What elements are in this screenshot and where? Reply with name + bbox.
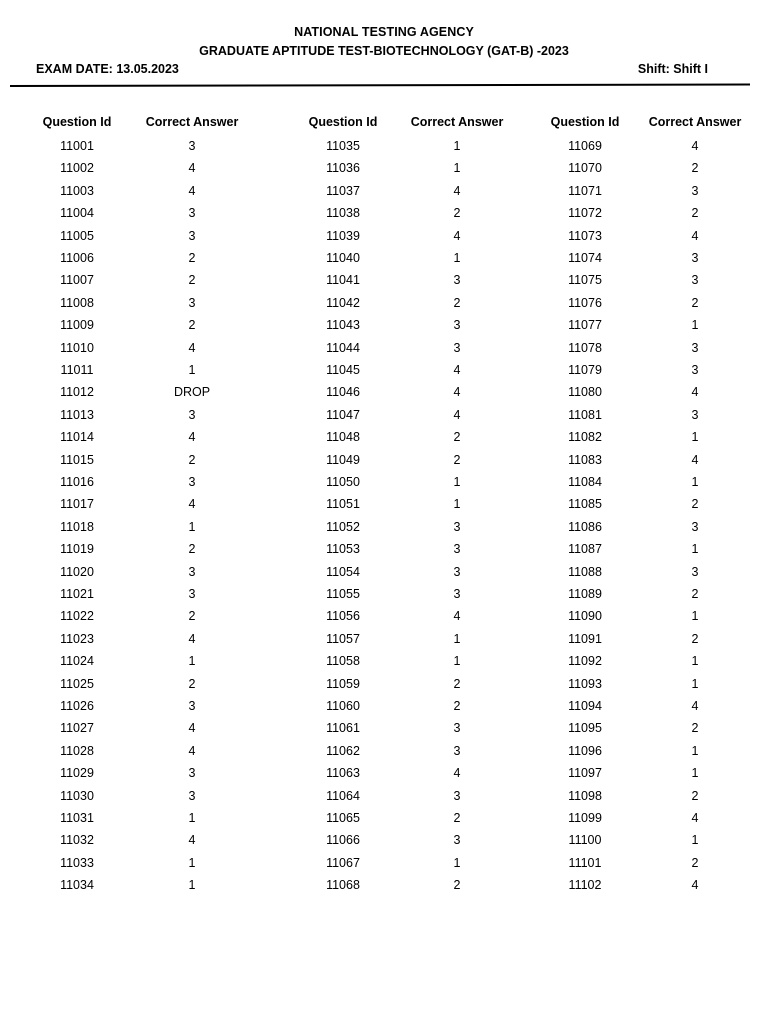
correct-answer-cell: 3 [691, 340, 699, 355]
question-id-cell: 11095 [568, 721, 602, 736]
question-id-cell: 11034 [60, 878, 94, 893]
question-id-cell: 11076 [568, 295, 602, 310]
correct-answer-cell: 1 [453, 251, 461, 265]
correct-answer-cell: 4 [188, 340, 196, 355]
question-id-cell: 11010 [60, 340, 94, 355]
question-id-cell: 11037 [326, 183, 360, 198]
question-id-cell: 11099 [568, 811, 602, 825]
question-id-cell: 11075 [568, 273, 602, 288]
correct-answer-cell: 4 [691, 452, 699, 467]
correct-answer-cell: 4 [453, 183, 461, 198]
correct-answer-cell: 3 [691, 251, 699, 265]
question-id-cell: 11100 [568, 833, 602, 848]
shift-label: Shift: Shift I [637, 62, 708, 76]
question-id-cell: 11072 [568, 206, 602, 221]
correct-answer-cell: 2 [691, 587, 699, 601]
question-id-cell: 11015 [60, 452, 94, 467]
correct-answer-cell: 2 [691, 631, 699, 646]
correct-answer-cell: 1 [188, 654, 196, 669]
correct-answer-cell: 1 [691, 542, 699, 557]
correct-answer-cell: 1 [691, 743, 699, 758]
answer-key-tables [0, 115, 768, 915]
question-id-cell: 11083 [568, 452, 602, 467]
question-id-cell: 11050 [326, 475, 360, 489]
question-id-cell: 11035 [326, 139, 360, 153]
correct-answer-cell: 3 [453, 833, 461, 848]
question-id-cell: 11032 [60, 833, 94, 848]
correct-answer-cell: 1 [188, 519, 196, 534]
question-id-cell: 11067 [326, 855, 360, 870]
question-id-cell: 11048 [326, 430, 360, 445]
correct-answer-cell: 1 [188, 855, 196, 870]
question-id-cell: 11027 [60, 721, 94, 736]
question-id-cell: 11063 [326, 766, 360, 781]
question-id-cell: 11040 [326, 251, 360, 265]
correct-answer-cell: 3 [453, 273, 461, 288]
correct-answer-cell: 2 [188, 251, 196, 265]
correct-answer-cell: 1 [453, 855, 461, 870]
question-id-cell: 11055 [326, 587, 360, 601]
correct-answer-cell: 4 [691, 139, 699, 153]
correct-answer-cell: 3 [453, 743, 461, 758]
correct-answer-cell: 2 [691, 206, 699, 221]
exam-date: EXAM DATE: 13.05.2023 [36, 62, 179, 76]
question-id-cell: 11002 [60, 161, 94, 176]
question-id-cell: 11058 [326, 654, 360, 669]
question-id-cell: 11102 [568, 878, 602, 893]
question-id-cell: 11021 [60, 587, 94, 601]
question-id-cell: 11092 [568, 654, 602, 669]
correct-answer-cell: 1 [453, 654, 461, 669]
correct-answer-cell: 4 [188, 497, 196, 512]
question-id-cell: 11017 [60, 497, 94, 512]
correct-answer-cell: 3 [188, 206, 196, 221]
question-id-cell: 11081 [568, 407, 602, 422]
question-id-cell: 11097 [568, 766, 602, 781]
correct-answer-cell: 4 [453, 385, 461, 400]
question-id-cell: 11073 [568, 228, 602, 243]
correct-answer-cell: 2 [453, 699, 461, 713]
question-id-cell: 11026 [60, 699, 94, 713]
question-id-cell: 11009 [60, 318, 94, 333]
question-id-cell: 11091 [568, 631, 602, 646]
correct-answer-cell: 3 [691, 273, 699, 288]
question-id-cell: 11085 [568, 497, 602, 512]
correct-answer-cell: 3 [188, 766, 196, 781]
correct-answer-cell: 1 [453, 497, 461, 512]
correct-answer-cell: 3 [453, 340, 461, 355]
correct-answer-cell: 4 [453, 407, 461, 422]
question-id-cell: 11031 [60, 811, 94, 825]
question-id-cell: 11052 [326, 519, 360, 534]
question-id-cell: 11053 [326, 542, 360, 557]
correct-answer-cell: 3 [453, 721, 461, 736]
correct-answer-cell: 2 [453, 206, 461, 221]
question-id-cell: 11005 [60, 228, 94, 243]
correct-answer-cell: 1 [691, 676, 699, 691]
question-id-cell: 11082 [568, 430, 602, 445]
correct-answer-cell: 3 [691, 519, 699, 534]
correct-answer-cell: 3 [188, 699, 196, 713]
correct-answer-cell: 2 [188, 609, 196, 624]
question-id-cell: 11101 [568, 855, 602, 870]
question-id-header: Question Id [550, 115, 620, 129]
question-id-cell: 11012 [60, 385, 94, 400]
question-id-cell: 11045 [326, 363, 360, 377]
correct-answer-cell: 2 [691, 497, 699, 512]
question-id-cell: 11049 [326, 452, 360, 467]
question-id-cell: 11064 [326, 788, 360, 803]
correct-answer-cell: 3 [453, 542, 461, 557]
correct-answer-cell: 2 [453, 430, 461, 445]
question-id-cell: 11011 [60, 363, 94, 377]
correct-answer-cell: 4 [691, 385, 699, 400]
question-id-cell: 11098 [568, 788, 602, 803]
correct-answer-cell: 3 [188, 407, 196, 422]
question-id-cell: 11018 [60, 519, 94, 534]
question-id-cell: 11054 [326, 564, 360, 579]
correct-answer-cell: 2 [453, 878, 461, 893]
exam-title: GRADUATE APTITUDE TEST-BIOTECHNOLOGY (GAT-B) -2023 [199, 44, 569, 58]
correct-answer-cell: 4 [188, 743, 196, 758]
question-id-cell: 11061 [326, 721, 360, 736]
correct-answer-cell: 3 [453, 587, 461, 601]
correct-answer-cell: 4 [691, 699, 699, 713]
correct-answer-cell: 3 [691, 183, 699, 198]
correct-answer-cell: 3 [188, 295, 196, 310]
correct-answer-cell: 4 [188, 183, 196, 198]
correct-answer-cell: 3 [453, 318, 461, 333]
question-id-cell: 11051 [326, 497, 360, 512]
question-id-cell: 11056 [326, 609, 360, 624]
correct-answer-header: Correct Answer [410, 115, 504, 129]
question-id-cell: 11016 [60, 475, 94, 489]
question-id-cell: 11046 [326, 385, 360, 400]
agency-name: NATIONAL TESTING AGENCY [294, 25, 474, 39]
question-id-cell: 11038 [326, 206, 360, 221]
question-id-cell: 11087 [568, 542, 602, 557]
correct-answer-cell: 1 [691, 318, 699, 333]
correct-answer-cell: 2 [691, 161, 699, 176]
correct-answer-cell: 2 [691, 855, 699, 870]
correct-answer-cell: 1 [691, 833, 699, 848]
question-id-cell: 11013 [60, 407, 94, 422]
question-id-cell: 11007 [60, 273, 94, 288]
question-id-cell: 11033 [60, 855, 94, 870]
correct-answer-cell: 1 [691, 475, 699, 489]
question-id-cell: 11043 [326, 318, 360, 333]
correct-answer-cell: 4 [691, 878, 699, 893]
correct-answer-cell: 2 [188, 273, 196, 288]
question-id-cell: 11039 [326, 228, 360, 243]
correct-answer-cell: 3 [188, 228, 196, 243]
correct-answer-cell: 2 [188, 452, 196, 467]
question-id-cell: 11020 [60, 564, 94, 579]
correct-answer-cell: 3 [188, 587, 196, 601]
question-id-cell: 11008 [60, 295, 94, 310]
correct-answer-cell: 2 [188, 318, 196, 333]
question-id-cell: 11044 [326, 340, 360, 355]
header-divider [10, 83, 750, 87]
question-id-cell: 11069 [568, 139, 602, 153]
question-id-cell: 11070 [568, 161, 602, 176]
correct-answer-cell: 2 [453, 811, 461, 825]
question-id-cell: 11065 [326, 811, 360, 825]
question-id-cell: 11057 [326, 631, 360, 646]
correct-answer-cell: 1 [453, 475, 461, 489]
question-id-cell: 11084 [568, 475, 602, 489]
correct-answer-cell: 3 [691, 363, 699, 377]
correct-answer-cell: 2 [691, 295, 699, 310]
correct-answer-cell: 3 [691, 407, 699, 422]
question-id-cell: 11066 [326, 833, 360, 848]
question-id-cell: 11024 [60, 654, 94, 669]
correct-answer-cell: 4 [691, 228, 699, 243]
correct-answer-cell: 2 [691, 721, 699, 736]
question-id-cell: 11086 [568, 519, 602, 534]
question-id-cell: 11078 [568, 340, 602, 355]
question-id-cell: 11003 [60, 183, 94, 198]
question-id-cell: 11096 [568, 743, 602, 758]
question-id-cell: 11068 [326, 878, 360, 893]
question-id-cell: 11090 [568, 609, 602, 624]
question-id-cell: 11077 [568, 318, 602, 333]
question-id-cell: 11006 [60, 251, 94, 265]
correct-answer-cell: 2 [691, 788, 699, 803]
correct-answer-cell: 1 [691, 430, 699, 445]
correct-answer-cell: 4 [453, 363, 461, 377]
correct-answer-cell: 1 [691, 654, 699, 669]
correct-answer-cell: 4 [691, 811, 699, 825]
question-id-header: Question Id [42, 115, 112, 129]
correct-answer-cell: 4 [188, 833, 196, 848]
question-id-cell: 11023 [60, 631, 94, 646]
question-id-cell: 11025 [60, 676, 94, 691]
correct-answer-cell: 1 [453, 139, 461, 153]
question-id-cell: 11093 [568, 676, 602, 691]
question-id-cell: 11094 [568, 699, 602, 713]
question-id-cell: 11074 [568, 251, 602, 265]
question-id-cell: 11071 [568, 183, 602, 198]
question-id-cell: 11022 [60, 609, 94, 624]
question-id-cell: 11079 [568, 363, 602, 377]
correct-answer-cell: 3 [188, 788, 196, 803]
correct-answer-cell: 1 [453, 161, 461, 176]
correct-answer-cell: 3 [691, 564, 699, 579]
correct-answer-header: Correct Answer [648, 115, 742, 129]
correct-answer-cell: 4 [453, 766, 461, 781]
question-id-cell: 11059 [326, 676, 360, 691]
correct-answer-cell: 3 [453, 519, 461, 534]
correct-answer-cell: 1 [691, 766, 699, 781]
question-id-cell: 11019 [60, 542, 94, 557]
correct-answer-cell: 2 [453, 676, 461, 691]
question-id-cell: 11004 [60, 206, 94, 221]
question-id-cell: 11062 [326, 743, 360, 758]
correct-answer-cell: 4 [188, 430, 196, 445]
correct-answer-cell: 3 [453, 564, 461, 579]
correct-answer-cell: 4 [188, 161, 196, 176]
correct-answer-cell: 3 [188, 139, 196, 153]
correct-answer-cell: 4 [188, 721, 196, 736]
correct-answer-cell: 4 [453, 228, 461, 243]
document-header [0, 0, 768, 92]
correct-answer-cell: 2 [453, 295, 461, 310]
correct-answer-cell: 2 [453, 452, 461, 467]
question-id-cell: 11030 [60, 788, 94, 803]
question-id-cell: 11036 [326, 161, 360, 176]
correct-answer-cell: 1 [188, 878, 196, 893]
correct-answer-cell: 2 [188, 542, 196, 557]
question-id-cell: 11047 [326, 407, 360, 422]
question-id-cell: 11088 [568, 564, 602, 579]
question-id-cell: 11001 [60, 139, 94, 153]
question-id-cell: 11029 [60, 766, 94, 781]
correct-answer-cell: 3 [188, 475, 196, 489]
correct-answer-cell: 1 [188, 811, 196, 825]
correct-answer-cell: 1 [188, 363, 196, 377]
correct-answer-header: Correct Answer [145, 115, 239, 129]
correct-answer-cell: 2 [188, 676, 196, 691]
correct-answer-cell: 1 [453, 631, 461, 646]
correct-answer-cell: DROP [173, 385, 211, 400]
question-id-cell: 11080 [568, 385, 602, 400]
question-id-header: Question Id [308, 115, 378, 129]
question-id-cell: 11042 [326, 295, 360, 310]
correct-answer-cell: 3 [188, 564, 196, 579]
question-id-cell: 11089 [568, 587, 602, 601]
question-id-cell: 11014 [60, 430, 94, 445]
correct-answer-cell: 4 [188, 631, 196, 646]
question-id-cell: 11060 [326, 699, 360, 713]
correct-answer-cell: 3 [453, 788, 461, 803]
correct-answer-cell: 4 [453, 609, 461, 624]
correct-answer-cell: 1 [691, 609, 699, 624]
question-id-cell: 11028 [60, 743, 94, 758]
question-id-cell: 11041 [326, 273, 360, 288]
